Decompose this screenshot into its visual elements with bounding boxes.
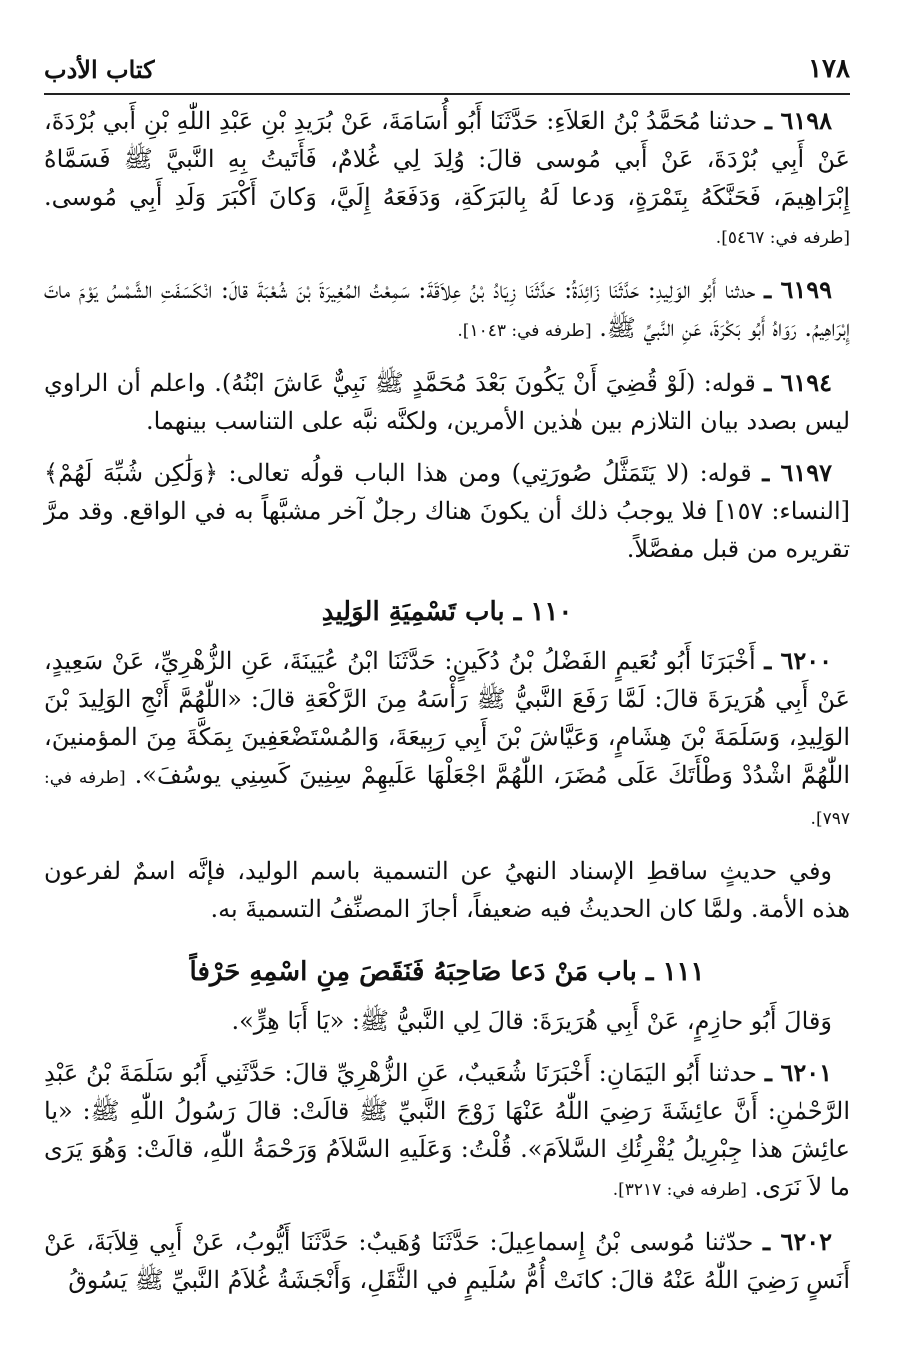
hadith-6199 (44, 271, 850, 350)
hadith-6198 (44, 102, 850, 257)
commentary-number: ٦١٩٤ ـ (764, 368, 833, 397)
chapter-heading-111: ١١١ ـ باب مَنْ دَعا صَاحِبَهُ فَنَقَصَ مِنِ اسْمِهِ حَرْفاً (189, 957, 705, 987)
commentary-6194 (44, 364, 850, 440)
commentary-text: قوله: (لا يَتَمَثَّلُ صُورَتِي) ومن هذا الباب قولُه تعالى: ﴿وَلَٰكِن شُبِّهَ لَهُمْ﴾ [النساء: ١٥٧] فلا يوجبُ ذلك أن يكونَ هناك رجلٌ آخر مشبَّهاً به في الواقع. وقد مرَّ تقريره من قبل مفصَّلاً. (44, 459, 850, 563)
page-header (44, 44, 850, 84)
narration-abu-hazim (44, 1002, 850, 1040)
hadith-text: وَقالَ أَبُو حازِمٍ، عَنْ أَبِي هُرَيرَةَ: قالَ لِي النَّبيُّ ﷺ: «يَا أَبَا هِرٍّ». (231, 1007, 832, 1035)
cross-reference: [طرفه في: ٥٤٦٧]. (715, 228, 850, 248)
commentary-number: ٦١٩٧ ـ (762, 458, 832, 487)
commentary-text: وفي حديثٍ ساقطِ الإسناد النهيُ عن التسمية باسم الوليد، فإنَّه اسمٌ لفرعون هذه الأمة. ولمَّا كان الحديثُ فيه ضعيفاً، أجازَ المصنِّفُ التسميةَ به. (44, 857, 850, 923)
hadith-text: حدّثنا مُوسى بْنُ إِسماعِيلَ: حَدَّثَنَا وُهَيبٌ: حَدَّثَنَا أَيُّوبُ، عَنْ أَبِي قِلاَبَةَ، عَنْ أَنَسٍ رَضِيَ اللّٰهُ عَنْهُ قالَ: كانَتْ أُمُّ سُلَيمٍ في الثَّقَلِ، وَأَنْجَشَةُ غُلاَمُ النَّبيِّ ﷺ يَسُوقُ (44, 1228, 850, 1294)
cross-reference: [طرفه في: ١٠٤٣]. (457, 321, 592, 341)
hadith-number: ٦١٩٩ ـ (764, 275, 832, 304)
cross-reference: [طرفه في: ٣٢١٧]. (612, 1180, 747, 1200)
commentary-text: قوله: (لَوْ قُضِيَ أَنْ يَكُونَ بَعْدَ مُحَمَّدٍ ﷺ نَبِيٌّ عَاشَ ابْنُهُ). واعلم أن الراوي ليس بصدد بيان التلازم بين هٰذين الأمرين، ولكنَّه نبَّه على التناسب بينهما. (44, 369, 850, 435)
chapter-heading-110: ١١٠ ـ باب تَسْمِيَةِ الوَلِيدِ (321, 597, 573, 627)
commentary-6197 (44, 454, 850, 568)
page-number: ١٧٨ (808, 54, 850, 84)
hadith-6201 (44, 1054, 850, 1209)
hadith-text: حدثنا أَبُو الوَلِيدِ: حَدَّثَنَا زَائِدَةُ: حَدَّثَنَا زِيَادُ بْنُ عِلاَقَةَ: سَمِعْتُ المُغِيرَةَ بْنَ شُعْبَةَ قالَ: انْكَسَفَتِ الشَّمْسُ يَوْمَ ماتَ إِبْرَاهِيمُ. رَوَاهُ أَبُو بَكْرَةَ، عَنِ النَّبيِّ ﷺ. (44, 276, 850, 342)
hadith-text: حدثنا مُحَمَّدُ بْنُ العَلاَءِ: حَدَّثَنَا أَبُو أُسَامَةَ، عَنْ بُرَيدِ بْنِ عَبْدِ اللّٰهِ بْنِ أَبي بُرْدَةَ، عَنْ أَبِي بُرْدَةَ، عَنْ أَبي مُوسى قالَ: وُلِدَ لِي غُلامٌ، فَأَتَيتُ بِهِ النَّبيَّ ﷺ فَسَمَّاهُ إِبْرَاهِيمَ، فَحَنَّكَهُ بِتَمْرَةٍ، وَدعا لَهُ بِالبَرَكَةِ، وَدَفَعَهُ إِلَيَّ، وَكانَ أَكْبَرَ وَلَدِ أَبِي مُوسى. (44, 107, 850, 211)
commentary-naming (44, 852, 850, 928)
page-body (44, 102, 850, 1313)
book-title: كتاب الأدب (44, 55, 155, 84)
hadith-number: ٦٢٠١ ـ (764, 1058, 832, 1087)
cross-reference: [طرفه في: ٧٩٧]. (44, 768, 850, 829)
hadith-number: ٦١٩٨ ـ (764, 106, 832, 135)
hadith-6202 (44, 1223, 850, 1299)
hadith-number: ٦٢٠٢ ـ (763, 1227, 832, 1256)
header-divider (44, 93, 850, 95)
hadith-6200 (44, 642, 850, 838)
hadith-text: حدثنا أَبُو اليَمَانِ: أَخْبَرَنَا شُعَيبٌ، عَنِ الزُّهْرِيِّ قالَ: حَدَّثَنِي أَبُو سَلَمَةَ بْنُ عَبْدِ الرَّحْمٰنِ: أَنَّ عائِشَةَ رَضِيَ اللّٰهُ عَنْهَا زَوْجَ النَّبيِّ ﷺ قالَتْ: قالَ رَسُولُ اللّٰهِ ﷺ: «يا عائِشَ هذا جِبْرِيلُ يُقْرِئُكِ السَّلاَمَ». قُلْتُ: وَعَلَيهِ السَّلاَمُ وَرَحْمَةُ اللّٰهِ، قالَتْ: وَهُوَ يَرَى ما لاَ نَرَى. (44, 1059, 850, 1201)
hadith-number: ٦٢٠٠ ـ (764, 646, 832, 675)
hadith-text: أَخْبَرَنَا أَبُو نُعَيمٍ الفَضْلُ بْنُ دُكَينٍ: حَدَّثَنَا ابْنُ عُيَينَةَ، عَنِ الزُّهْرِيِّ، عَنْ سَعِيدٍ، عَنْ أَبِي هُرَيرَةَ قالَ: لَمَّا رَفَعَ النَّبيُّ ﷺ رَأْسَهُ مِنَ الرَّكْعَةِ قالَ: «اللّٰهُمَّ أَنْجِ الوَلِيدَ بْنَ الوَلِيدِ، وَسَلَمَةَ بْنَ هِشَامٍ، وَعَيَّاشَ بْنَ أَبِي رَبِيعَةَ، وَالمُسْتَضْعَفِينَ بِمَكَّةَ مِنَ المؤمنينَ، اللّٰهُمَّ اشْدُدْ وَطْأَتَكَ عَلَى مُضَرَ، اللّٰهُمَّ اجْعَلْهَا عَلَيهِمْ سِنِينَ كَسِنِي يوسُفَ». (44, 647, 850, 789)
